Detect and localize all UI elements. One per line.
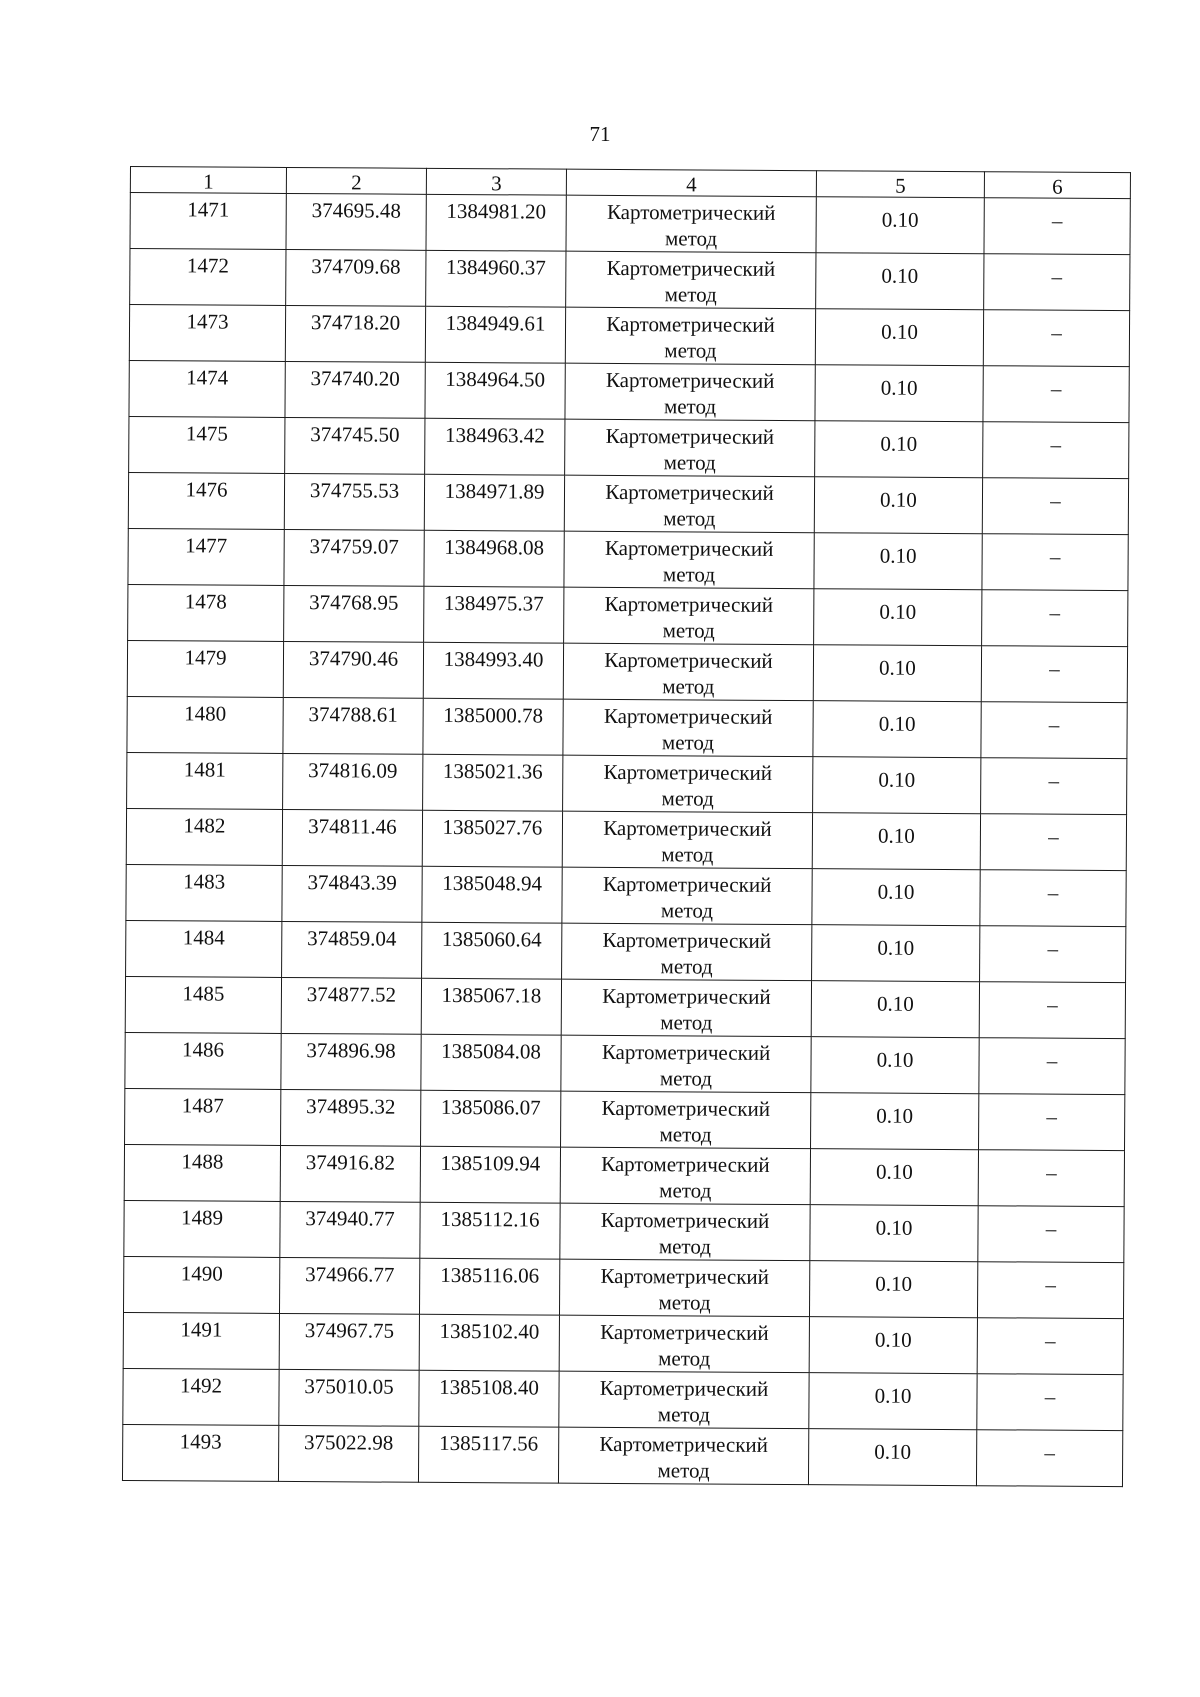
point-number-cell: 1476 xyxy=(128,472,284,529)
method-line-2: метод xyxy=(661,842,714,867)
method-line-2: метод xyxy=(661,730,715,755)
y-coordinate-cell: 1384975.37 xyxy=(424,586,564,643)
method-line-1: Картометрический xyxy=(600,1263,770,1289)
x-coordinate-cell: 374916.82 xyxy=(280,1145,420,1202)
table-row xyxy=(128,584,1128,646)
x-coordinate-cell: 374759.07 xyxy=(284,529,424,586)
note-cell: – xyxy=(976,1430,1122,1487)
method-cell xyxy=(563,699,813,757)
note-cell: – xyxy=(980,870,1126,927)
method-cell xyxy=(564,587,814,645)
method-line-2: метод xyxy=(664,282,717,307)
method-line-2: метод xyxy=(661,786,714,811)
method-line-1: Картометрический xyxy=(604,535,774,561)
page-number: 71 xyxy=(589,122,611,146)
accuracy-cell: 0.10 xyxy=(812,813,980,870)
point-number-cell: 1491 xyxy=(123,1312,279,1369)
method-line-2: метод xyxy=(660,954,713,979)
method-line-2: метод xyxy=(663,506,716,531)
accuracy-cell: 0.10 xyxy=(815,365,983,422)
x-coordinate-cell: 374895.32 xyxy=(281,1089,421,1146)
method-line-2: метод xyxy=(658,1234,712,1259)
point-number-cell: 1490 xyxy=(123,1256,279,1313)
y-coordinate-cell: 1384963.42 xyxy=(425,418,565,475)
note-cell: – xyxy=(981,758,1127,815)
point-number-cell: 1492 xyxy=(123,1368,279,1425)
note-cell: – xyxy=(982,590,1128,647)
method-cell xyxy=(561,1035,811,1093)
y-coordinate-cell: 1385000.78 xyxy=(423,698,563,755)
accuracy-cell: 0.10 xyxy=(810,1149,978,1206)
note-cell: – xyxy=(983,366,1129,423)
method-line-1: Картометрический xyxy=(605,479,774,505)
point-number-cell: 1483 xyxy=(126,864,282,921)
x-coordinate-cell: 374755.53 xyxy=(284,473,424,530)
accuracy-cell: 0.10 xyxy=(811,1037,979,1094)
y-coordinate-cell: 1385086.07 xyxy=(421,1090,561,1147)
method-line-1: Картометрический xyxy=(604,591,774,617)
point-number-cell: 1473 xyxy=(129,305,285,362)
table-row xyxy=(125,976,1125,1038)
method-line-1: Картометрический xyxy=(599,1431,769,1457)
accuracy-cell: 0.10 xyxy=(815,309,983,366)
method-line-2: метод xyxy=(662,674,715,699)
y-coordinate-cell: 1385067.18 xyxy=(421,978,561,1035)
x-coordinate-cell: 374843.39 xyxy=(282,865,422,922)
x-coordinate-cell: 374790.46 xyxy=(283,641,423,698)
y-coordinate-cell: 1384960.37 xyxy=(426,250,566,307)
x-coordinate-cell: 374859.04 xyxy=(282,921,422,978)
note-cell: – xyxy=(982,534,1128,591)
method-line-2: метод xyxy=(660,1010,713,1035)
table-row xyxy=(129,416,1129,478)
header-col-5: 5 xyxy=(816,171,984,198)
x-coordinate-cell: 375010.05 xyxy=(279,1369,419,1426)
method-cell xyxy=(561,979,811,1037)
header-col-2: 2 xyxy=(286,167,426,194)
x-coordinate-cell: 374896.98 xyxy=(281,1033,421,1090)
note-cell: – xyxy=(983,310,1129,367)
note-cell: – xyxy=(980,926,1126,983)
method-cell xyxy=(563,643,813,701)
y-coordinate-cell: 1385084.08 xyxy=(421,1034,561,1091)
table-row xyxy=(128,528,1128,590)
accuracy-cell: 0.10 xyxy=(808,1429,976,1486)
table-row xyxy=(130,249,1130,311)
method-line-1: Картометрический xyxy=(601,1095,771,1121)
accuracy-cell: 0.10 xyxy=(814,477,982,534)
table-row xyxy=(125,1088,1125,1150)
header-col-1: 1 xyxy=(130,167,286,194)
note-cell: – xyxy=(984,198,1130,255)
x-coordinate-cell: 374745.50 xyxy=(285,417,425,474)
y-coordinate-cell: 1384971.89 xyxy=(424,474,564,531)
table-row xyxy=(123,1368,1123,1430)
method-line-2: метод xyxy=(659,1122,712,1147)
accuracy-cell: 0.10 xyxy=(811,1093,979,1150)
method-line-2: метод xyxy=(659,1066,713,1091)
note-cell: – xyxy=(981,702,1127,759)
table-row xyxy=(124,1200,1124,1262)
method-cell xyxy=(565,363,815,421)
point-number-cell: 1482 xyxy=(126,808,282,865)
accuracy-cell: 0.10 xyxy=(814,589,982,646)
accuracy-cell: 0.10 xyxy=(809,1373,977,1430)
point-number-cell: 1486 xyxy=(125,1032,281,1089)
point-number-cell: 1480 xyxy=(127,696,283,753)
x-coordinate-cell: 374740.20 xyxy=(285,361,425,418)
accuracy-cell: 0.10 xyxy=(811,981,979,1038)
table-row xyxy=(123,1256,1123,1318)
method-cell xyxy=(562,867,812,925)
method-line-2: метод xyxy=(663,450,716,475)
method-line-1: Картометрический xyxy=(601,1151,770,1177)
method-line-2: метод xyxy=(660,898,714,923)
method-cell xyxy=(562,811,812,869)
note-cell: – xyxy=(983,422,1129,479)
method-line-2: метод xyxy=(657,1458,710,1483)
point-number-cell: 1472 xyxy=(130,249,286,306)
accuracy-cell: 0.10 xyxy=(809,1317,977,1374)
x-coordinate-cell: 374811.46 xyxy=(282,809,422,866)
note-cell: – xyxy=(981,646,1127,703)
table-row xyxy=(125,1032,1125,1094)
point-number-cell: 1489 xyxy=(124,1200,280,1257)
method-cell xyxy=(561,1091,811,1149)
point-number-cell: 1477 xyxy=(128,528,284,585)
table-row xyxy=(127,696,1127,758)
y-coordinate-cell: 1385021.36 xyxy=(423,754,563,811)
y-coordinate-cell: 1385108.40 xyxy=(419,1370,559,1427)
method-cell xyxy=(559,1259,809,1317)
table-row xyxy=(126,864,1126,926)
y-coordinate-cell: 1385102.40 xyxy=(419,1314,559,1371)
header-col-6: 6 xyxy=(984,172,1130,199)
method-cell xyxy=(566,251,816,309)
accuracy-cell: 0.10 xyxy=(815,421,983,478)
table-row xyxy=(123,1312,1123,1374)
method-line-1: Картометрический xyxy=(603,815,772,841)
note-cell: – xyxy=(978,1206,1124,1263)
y-coordinate-cell: 1385060.64 xyxy=(422,922,562,979)
note-cell: – xyxy=(977,1318,1123,1375)
accuracy-cell: 0.10 xyxy=(813,757,981,814)
y-coordinate-cell: 1385112.16 xyxy=(420,1202,560,1259)
accuracy-cell: 0.10 xyxy=(812,869,980,926)
point-number-cell: 1471 xyxy=(130,193,286,250)
method-line-2: метод xyxy=(663,394,717,419)
method-line-2: метод xyxy=(662,562,716,587)
method-line-2: метод xyxy=(658,1346,711,1371)
y-coordinate-cell: 1384964.50 xyxy=(425,362,565,419)
method-line-1: Картометрический xyxy=(605,423,775,449)
accuracy-cell: 0.10 xyxy=(810,1205,978,1262)
header-col-3: 3 xyxy=(426,168,566,195)
point-number-cell: 1481 xyxy=(127,752,283,809)
x-coordinate-cell: 374967.75 xyxy=(279,1313,419,1370)
point-number-cell: 1475 xyxy=(129,416,285,473)
accuracy-cell: 0.10 xyxy=(816,253,984,310)
x-coordinate-cell: 374966.77 xyxy=(279,1257,419,1314)
note-cell: – xyxy=(979,1038,1125,1095)
point-number-cell: 1478 xyxy=(128,584,284,641)
method-line-2: метод xyxy=(659,1178,712,1203)
table-row xyxy=(130,193,1130,255)
method-cell xyxy=(563,755,813,813)
table-row xyxy=(129,305,1129,367)
method-line-2: метод xyxy=(662,618,715,643)
method-line-2: метод xyxy=(658,1290,711,1315)
method-line-1: Картометрический xyxy=(600,1319,769,1345)
method-line-1: Картометрический xyxy=(602,983,771,1009)
point-number-cell: 1485 xyxy=(125,976,281,1033)
x-coordinate-cell: 374768.95 xyxy=(284,585,424,642)
method-line-1: Картометрический xyxy=(602,927,772,953)
note-cell: – xyxy=(980,814,1126,871)
method-cell xyxy=(559,1371,809,1429)
x-coordinate-cell: 374940.77 xyxy=(280,1201,420,1258)
y-coordinate-cell: 1384949.61 xyxy=(425,306,565,363)
table-row xyxy=(128,472,1128,534)
method-cell xyxy=(565,307,815,365)
table-row xyxy=(126,808,1126,870)
method-cell xyxy=(559,1315,809,1373)
header-col-4: 4 xyxy=(566,169,816,197)
x-coordinate-cell: 374695.48 xyxy=(286,193,426,250)
table-row xyxy=(124,1144,1124,1206)
note-cell: – xyxy=(982,478,1128,535)
accuracy-cell: 0.10 xyxy=(812,925,980,982)
method-cell xyxy=(560,1203,810,1261)
accuracy-cell: 0.10 xyxy=(809,1261,977,1318)
table-body xyxy=(122,193,1130,1487)
note-cell: – xyxy=(979,982,1125,1039)
method-cell xyxy=(564,531,814,589)
y-coordinate-cell: 1385109.94 xyxy=(420,1146,560,1203)
x-coordinate-cell: 374816.09 xyxy=(283,753,423,810)
method-line-1: Картометрический xyxy=(602,871,772,897)
y-coordinate-cell: 1384993.40 xyxy=(423,642,563,699)
table-row xyxy=(126,920,1126,982)
x-coordinate-cell: 374788.61 xyxy=(283,697,423,754)
y-coordinate-cell: 1385117.56 xyxy=(418,1426,558,1483)
x-coordinate-cell: 374877.52 xyxy=(281,977,421,1034)
note-cell: – xyxy=(978,1150,1124,1207)
note-cell: – xyxy=(984,254,1130,311)
note-cell: – xyxy=(979,1094,1125,1151)
method-line-2: метод xyxy=(657,1402,711,1427)
method-cell xyxy=(562,923,812,981)
method-cell xyxy=(564,475,814,533)
method-line-1: Картометрический xyxy=(600,1207,770,1233)
method-line-1: Картометрический xyxy=(603,759,773,785)
table-row xyxy=(122,1424,1122,1486)
x-coordinate-cell: 375022.98 xyxy=(278,1425,418,1482)
method-line-1: Картометрический xyxy=(599,1375,769,1401)
x-coordinate-cell: 374709.68 xyxy=(286,249,426,306)
x-coordinate-cell: 374718.20 xyxy=(285,305,425,362)
point-number-cell: 1484 xyxy=(126,920,282,977)
point-number-cell: 1487 xyxy=(125,1088,281,1145)
accuracy-cell: 0.10 xyxy=(814,533,982,590)
accuracy-cell: 0.10 xyxy=(813,645,981,702)
method-line-1: Картометрический xyxy=(606,311,775,337)
method-line-1: Картометрический xyxy=(603,703,773,729)
method-cell xyxy=(565,419,815,477)
accuracy-cell: 0.10 xyxy=(816,197,984,254)
method-line-1: Картометрический xyxy=(606,199,776,225)
table-row xyxy=(127,640,1127,702)
method-cell xyxy=(560,1147,810,1205)
method-line-2: метод xyxy=(664,338,717,363)
method-line-1: Картометрический xyxy=(605,367,775,393)
y-coordinate-cell: 1385116.06 xyxy=(419,1258,559,1315)
method-line-1: Картометрический xyxy=(606,255,776,281)
coordinates-table xyxy=(122,166,1131,1487)
point-number-cell: 1479 xyxy=(127,640,283,697)
method-line-1: Картометрический xyxy=(601,1039,771,1065)
y-coordinate-cell: 1384981.20 xyxy=(426,194,566,251)
method-cell xyxy=(566,195,816,253)
point-number-cell: 1474 xyxy=(129,360,285,417)
table-row xyxy=(129,360,1129,422)
point-number-cell: 1493 xyxy=(122,1424,278,1481)
note-cell: – xyxy=(977,1374,1123,1431)
y-coordinate-cell: 1384968.08 xyxy=(424,530,564,587)
note-cell: – xyxy=(977,1262,1123,1319)
method-line-1: Картометрический xyxy=(604,647,773,673)
accuracy-cell: 0.10 xyxy=(813,701,981,758)
y-coordinate-cell: 1385048.94 xyxy=(422,866,562,923)
point-number-cell: 1488 xyxy=(124,1144,280,1201)
method-cell xyxy=(558,1427,808,1485)
table-row xyxy=(127,752,1127,814)
method-line-2: метод xyxy=(664,226,718,251)
y-coordinate-cell: 1385027.76 xyxy=(422,810,562,867)
